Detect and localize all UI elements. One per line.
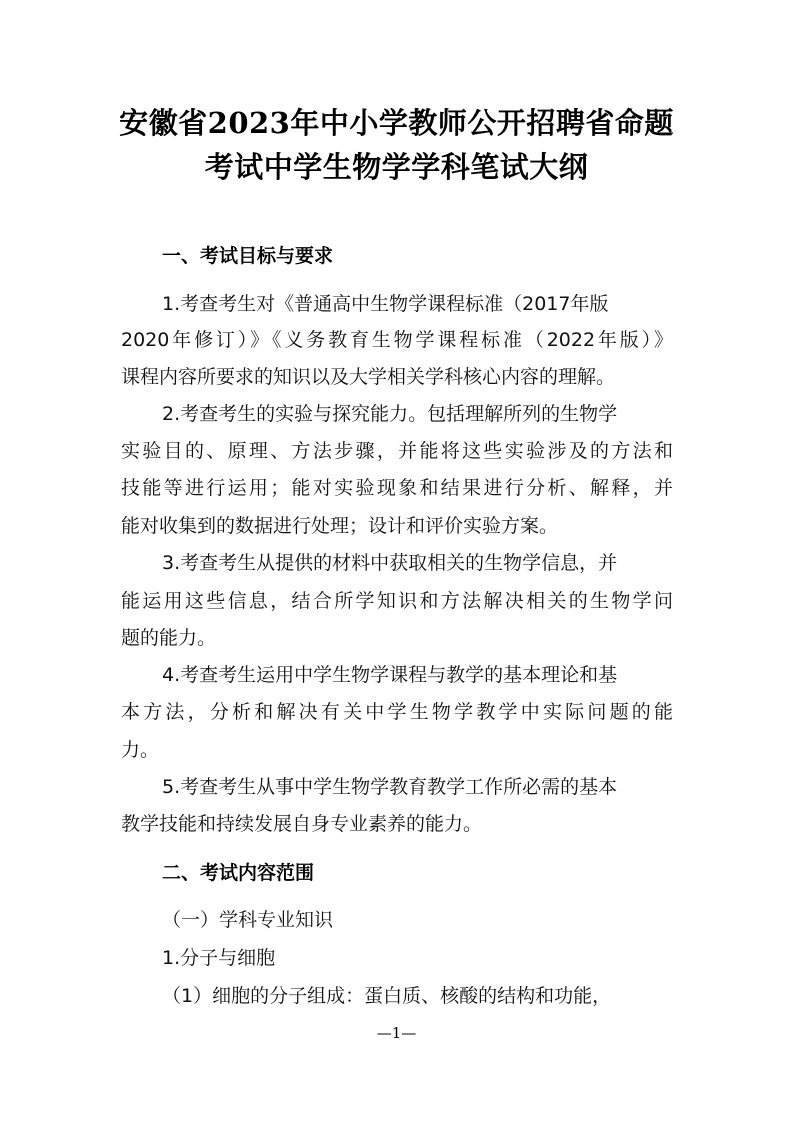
document-title-line-1: 安徽省2023年中小学教师公开招聘省命题 bbox=[119, 106, 674, 140]
paragraph-line: 本方法，分析和解决有关中学生物学教学中实际问题的能 bbox=[121, 701, 673, 723]
paragraph-line: 能对收集到的数据进行处理；设计和评价实验方案。 bbox=[121, 515, 559, 537]
paragraph-line: 题的能力。 bbox=[121, 627, 217, 649]
paragraph-line: 课程内容所要求的知识以及大学相关学科核心内容的理解。 bbox=[121, 366, 616, 388]
paragraph-line: 3.考查考生从提供的材料中获取相关的生物学信息，并 bbox=[162, 552, 618, 574]
page-number: —1— bbox=[376, 1024, 417, 1042]
paragraph-line: 5.考查考生从事中学生物学教育教学工作所必需的基本 bbox=[162, 776, 618, 798]
paragraph-line: 力。 bbox=[121, 739, 160, 761]
paragraph-line: 1.考查考生对《普通高中生物学课程标准（2017年版 bbox=[162, 293, 609, 315]
topic-heading: 1.分子与细胞 bbox=[162, 947, 276, 969]
subsection-heading: （一）学科专业知识 bbox=[162, 909, 334, 931]
paragraph-line: 教学技能和持续发展自身专业素养的能力。 bbox=[121, 813, 483, 835]
paragraph-line: （1）细胞的分子组成：蛋白质、核酸的结构和功能， bbox=[162, 985, 612, 1007]
section-heading-exam-objectives: 一、考试目标与要求 bbox=[162, 245, 334, 267]
paragraph-line: 实验目的、原理、方法步骤，并能将这些实验涉及的方法和 bbox=[121, 440, 673, 462]
section-heading-exam-content: 二、考试内容范围 bbox=[162, 862, 315, 884]
paragraph-line: 4.考查考生运用中学生物学课程与教学的基本理论和基 bbox=[162, 664, 618, 686]
paragraph-line: 2.考查考生的实验与探究能力。包括理解所列的生物学 bbox=[162, 403, 618, 425]
paragraph-line: 技能等进行运用；能对实验现象和结果进行分析、解释，并 bbox=[121, 477, 673, 499]
document-title-line-2: 考试中学生物学学科笔试大纲 bbox=[204, 150, 589, 184]
paragraph-line: 2020年修订）》《义务教育生物学课程标准（2022年版）》 bbox=[121, 329, 673, 351]
paragraph-line: 能运用这些信息，结合所学知识和方法解决相关的生物学问 bbox=[121, 590, 673, 612]
